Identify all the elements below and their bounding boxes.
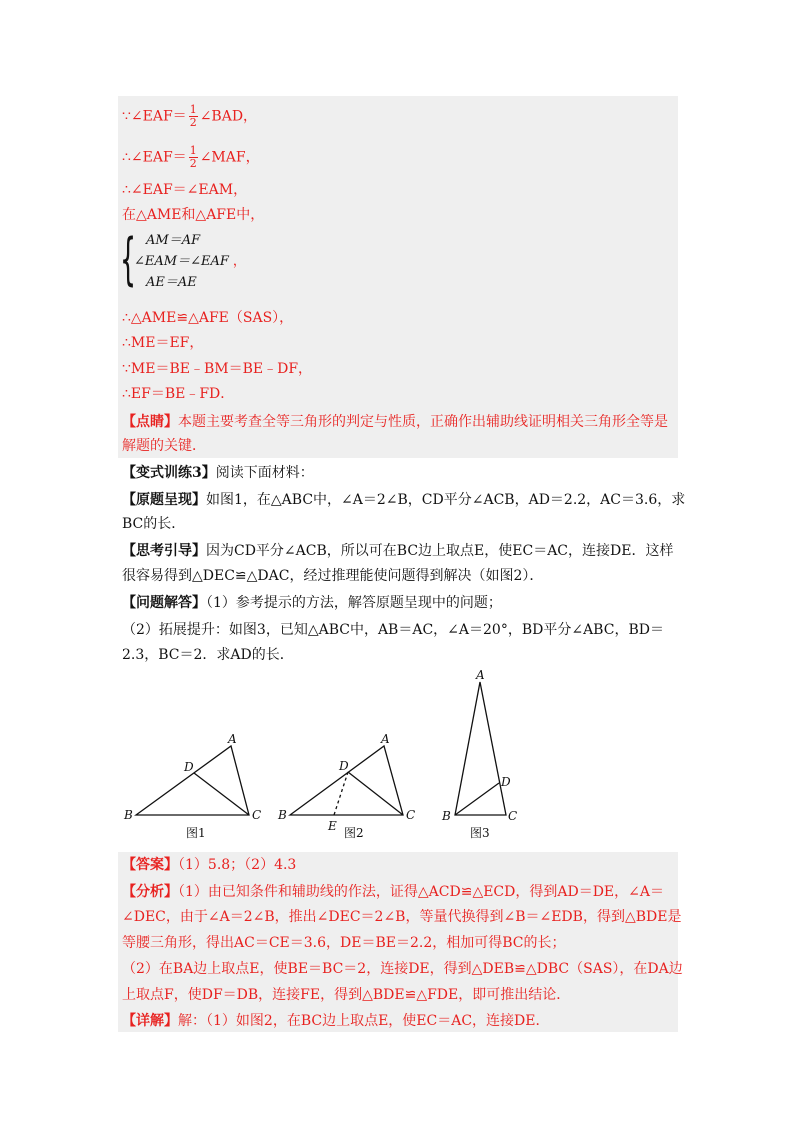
fig2-segment-de [334, 772, 348, 815]
fig1-segment-cd [194, 773, 249, 815]
left-brace: { [120, 227, 137, 292]
fig3-label-d: D [501, 775, 511, 789]
problem-part-3: 【问题解答】（1）参考提示的方法，解答原题呈现中的问题； [122, 595, 502, 611]
analysis-line-1: 【分析】（1）由已知条件和辅助线的作法，证得△ACD≌△ECD，得到AD＝DE，∠A＝ [122, 884, 664, 900]
solution-line-2: ∴∠EAF＝ $\frac{1}{2}$ ∠MAF， [122, 144, 260, 170]
problem-part-1-cont: BC的长． [122, 516, 186, 532]
fig2-label-d: D [339, 759, 349, 773]
solution-line-4: 在△AME和△AFE中， [122, 207, 265, 223]
comment-line-2: 解题的关键． [122, 438, 206, 454]
geometry-figures [118, 668, 538, 848]
fig2-caption: 图2 [344, 826, 364, 840]
solution-line-7: ∵ME＝BE﹣BM＝BE﹣DF， [122, 361, 313, 377]
fig2-label-c: C [406, 808, 416, 822]
solution-line-5: ∴△AME≌△AFE（SAS）， [122, 310, 294, 326]
detail-line: 【详解】解：（1）如图2，在BC边上取点E，使EC＝AC，连接DE． [122, 1013, 550, 1029]
problem-part-2: 【思考引导】因为CD平分∠ACB，所以可在BC边上取点E，使EC＝AC，连接DE．这样 [122, 543, 674, 559]
analysis-line-3: 等腰三角形，得出AC＝CE＝3.6，DE＝BE＝2.2，相加可得BC的长； [122, 935, 566, 951]
comment-line-1: 【点睛】本题主要考查全等三角形的判定与性质，正确作出辅助线证明相关三角形全等是 [122, 414, 668, 430]
solution-line-8: ∴EF＝BE﹣FD． [122, 386, 235, 402]
fraction: $\frac{1}{2}$ [189, 144, 197, 170]
analysis-line-5: 上取点F，使DF＝DB，连接FE，得到△BDE≌△FDE，即可推出结论． [122, 987, 571, 1003]
fraction: $\frac{1}{2}$ [189, 103, 197, 129]
problem-part-4-cont: 2.3，BC＝2．求AD的长． [122, 647, 294, 663]
fig1-label-d: D [184, 760, 194, 774]
answer-line: 【答案】（1）5.8；（2）4.3 [122, 857, 297, 873]
equation-system [120, 229, 260, 295]
fig2-triangle [290, 746, 403, 815]
figure-1 [136, 746, 249, 815]
fig3-caption: 图3 [470, 826, 490, 840]
fig3-label-a: A [476, 668, 485, 682]
problem-part-4: （2）拓展提升：如图3，已知△ABC中，AB＝AC，∠A＝20°，BD平分∠ABC，BD＝ [122, 622, 664, 638]
fig2-label-e: E [328, 819, 337, 833]
solution-line-1: ∵∠EAF＝ $\frac{1}{2}$ ∠BAD， [122, 103, 258, 129]
fig3-label-c: C [508, 809, 518, 823]
problem-part-2-cont: 很容易得到△DEC≌△DAC，经过推理能使问题得到解决（如图2）． [122, 568, 544, 584]
solution-line-6: ∴ME＝EF， [122, 335, 204, 351]
comment-tag: 【点睛】 [122, 414, 178, 430]
figure-3 [455, 682, 506, 815]
fig2-label-a: A [381, 732, 390, 746]
figure-2 [290, 746, 403, 815]
fig3-segment-bd [455, 783, 499, 815]
fig2-label-b: B [278, 808, 287, 822]
fig1-label-a: A [228, 732, 237, 746]
system-row-3: AE＝AE [146, 275, 197, 290]
fig1-caption: 图1 [186, 826, 206, 840]
fig1-label-c: C [252, 808, 262, 822]
fig1-triangle [136, 746, 249, 815]
fig3-triangle [455, 682, 506, 815]
system-row-2: ∠EAM＝∠EAF ， [134, 254, 246, 269]
system-row-1: AM＝AF [146, 233, 201, 248]
solution-line-3: ∴∠EAF＝∠EAM， [122, 182, 248, 198]
fig1-label-b: B [124, 808, 133, 822]
problem-heading: 【变式训练3】阅读下面材料： [122, 465, 314, 481]
fig2-segment-cd [348, 772, 403, 815]
analysis-line-2: ∠DEC，由于∠A＝2∠B，推出∠DEC＝2∠B，等量代换得到∠B＝∠EDB，得到△BDE是 [122, 909, 682, 925]
fig3-label-b: B [442, 809, 451, 823]
problem-part-1: 【原题呈现】如图1，在△ABC中，∠A＝2∠B，CD平分∠ACB，AD＝2.2，AC＝3.6，求 [122, 492, 686, 508]
analysis-line-4: （2）在BA边上取点E，使BE＝BC＝2，连接DE，得到△DEB≌△DBC（SAS），在DA边 [122, 961, 683, 977]
